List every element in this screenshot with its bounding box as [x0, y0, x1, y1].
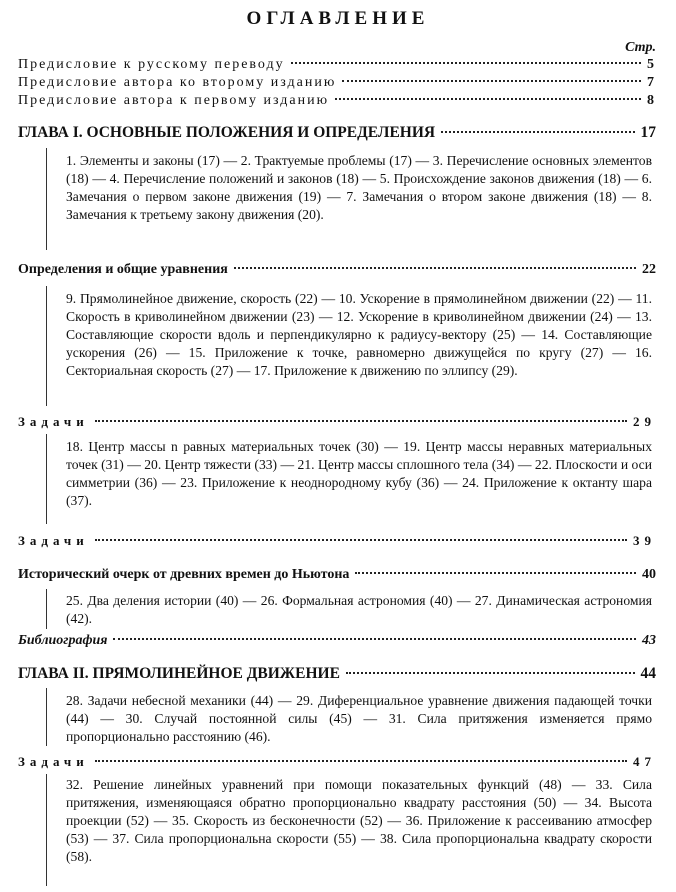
entry-contents: 28. Задачи небесной механики (44) — 29. Диференциальное уравнение движения падающей точки (44) — 30. Случай постоянной силы (45) — 31. Сила притяжения изменяется прямо пропорционально расстоянию (46).: [66, 693, 652, 744]
entry-page: 47: [633, 754, 656, 769]
section-entry: [18, 567, 656, 583]
entry-page: 17: [640, 124, 656, 141]
entry-label: Задачи: [18, 754, 89, 769]
entry-contents: 32. Решение линейных уравнений при помощи показательных функций (48) — 33. Сила притяжения, изменяющаяся обратно пропорционально квадрату расстояния (50) — 34. Высота проекции (52) — 35. Скорость из бесконечности (52) — 36. Приложение к рассеиванию атмосфер (53) — 37. Сила пропорциональна скорости (55) — 38. Сила пропорциональна квадрату скорости (58).: [66, 777, 652, 864]
entry-label: Задачи: [18, 533, 89, 548]
left-rule: [46, 589, 47, 629]
left-rule: [46, 286, 47, 406]
dot-leader: [234, 267, 636, 269]
entry-label: Предисловие к русскому переводу: [18, 57, 285, 72]
bibliography-entry: [18, 633, 656, 649]
left-rule: [46, 688, 47, 746]
dot-leader: [291, 62, 641, 64]
dot-leader: [95, 539, 627, 541]
tasks-entry: [18, 414, 656, 430]
entry-page: 8: [647, 93, 656, 108]
entry-label: Определения и общие уравнения: [18, 262, 228, 277]
preface-entry: [18, 93, 656, 109]
entry-page: 43: [642, 633, 656, 648]
entry-label: ГЛАВА I. ОСНОВНЫЕ ПОЛОЖЕНИЯ И ОПРЕДЕЛЕНИЯ: [18, 124, 436, 141]
dot-leader: [95, 760, 627, 762]
entry-page: 7: [647, 75, 656, 90]
tasks-entry: [18, 533, 656, 549]
preface-entry: [18, 57, 656, 73]
preface-entry: [18, 75, 656, 91]
page-column-label: Стр.: [625, 40, 656, 55]
chapter-entry: [18, 124, 656, 142]
entry-contents: 1. Элементы и законы (17) — 2. Трактуемые проблемы (17) — 3. Перечисление основных элементов (18) — 4. Перечисление положений и законов (18) — 5. Происхождение законов движения (18) — 6. Замечания о первом законе движения (19) — 7. Замечания о втором законе движения (18) — 8. Замечания к третьему закону движения (20).: [66, 153, 652, 222]
entry-page: 40: [642, 567, 656, 582]
left-rule: [46, 148, 47, 250]
entry-contents: 18. Центр массы n равных материальных точек (30) — 19. Центр массы неравных материальных точек (31) — 20. Центр тяжести (33) — 21. Центр массы сплошного тела (34) — 22. Плоскости и оси симметрии (36) — 23. Приложение к неоднородному кубу (36) — 24. Приложение к октанту шара (37).: [66, 439, 652, 508]
dot-leader: [335, 98, 641, 100]
chapter-entry: [18, 665, 656, 683]
dot-leader: [95, 420, 627, 422]
page-title: ОГЛАВЛЕНИЕ: [246, 8, 430, 29]
left-rule: [46, 774, 47, 886]
dot-leader: [355, 572, 636, 574]
entry-page: 22: [642, 262, 656, 277]
entry-page: 39: [633, 533, 656, 548]
dot-leader: [113, 638, 636, 640]
entry-label: Предисловие автора к первому изданию: [18, 93, 330, 108]
entry-contents: 25. Два деления истории (40) — 26. Формальная астрономия (40) — 27. Динамическая астрономия (42).: [66, 593, 652, 626]
entry-page: 5: [647, 57, 656, 72]
entry-label: Библиография: [18, 633, 108, 648]
entry-label: Предисловие автора ко второму изданию: [18, 75, 337, 90]
dot-leader: [346, 672, 635, 674]
dot-leader: [342, 80, 641, 82]
entry-page: 44: [640, 665, 656, 682]
entry-label: ГЛАВА II. ПРЯМОЛИНЕЙНОЕ ДВИЖЕНИЕ: [18, 665, 340, 682]
tasks-entry: [18, 754, 656, 770]
section-entry: [18, 262, 656, 278]
left-rule: [46, 434, 47, 524]
entry-label: Задачи: [18, 414, 89, 429]
entry-label: Исторический очерк от древних времен до Ньютона: [18, 567, 350, 582]
dot-leader: [441, 131, 634, 133]
entry-page: 29: [633, 414, 656, 429]
entry-contents: 9. Прямолинейное движение, скорость (22) — 10. Ускорение в прямолинейном движении (22) — 11. Скорость в криволинейном движении (23) — 12. Ускорение в криволинейном движении (24) — 13. Составляющие скорости вдоль и перпендикулярно к радиусу-вектору (25) — 14. Составляющие ускорения (26) — 15. Приложение к точке, равномерно движущейся по кругу (27) — 16. Секториальная скорость (27) — 17. Приложение к движению по эллипсу (29).: [66, 291, 652, 378]
